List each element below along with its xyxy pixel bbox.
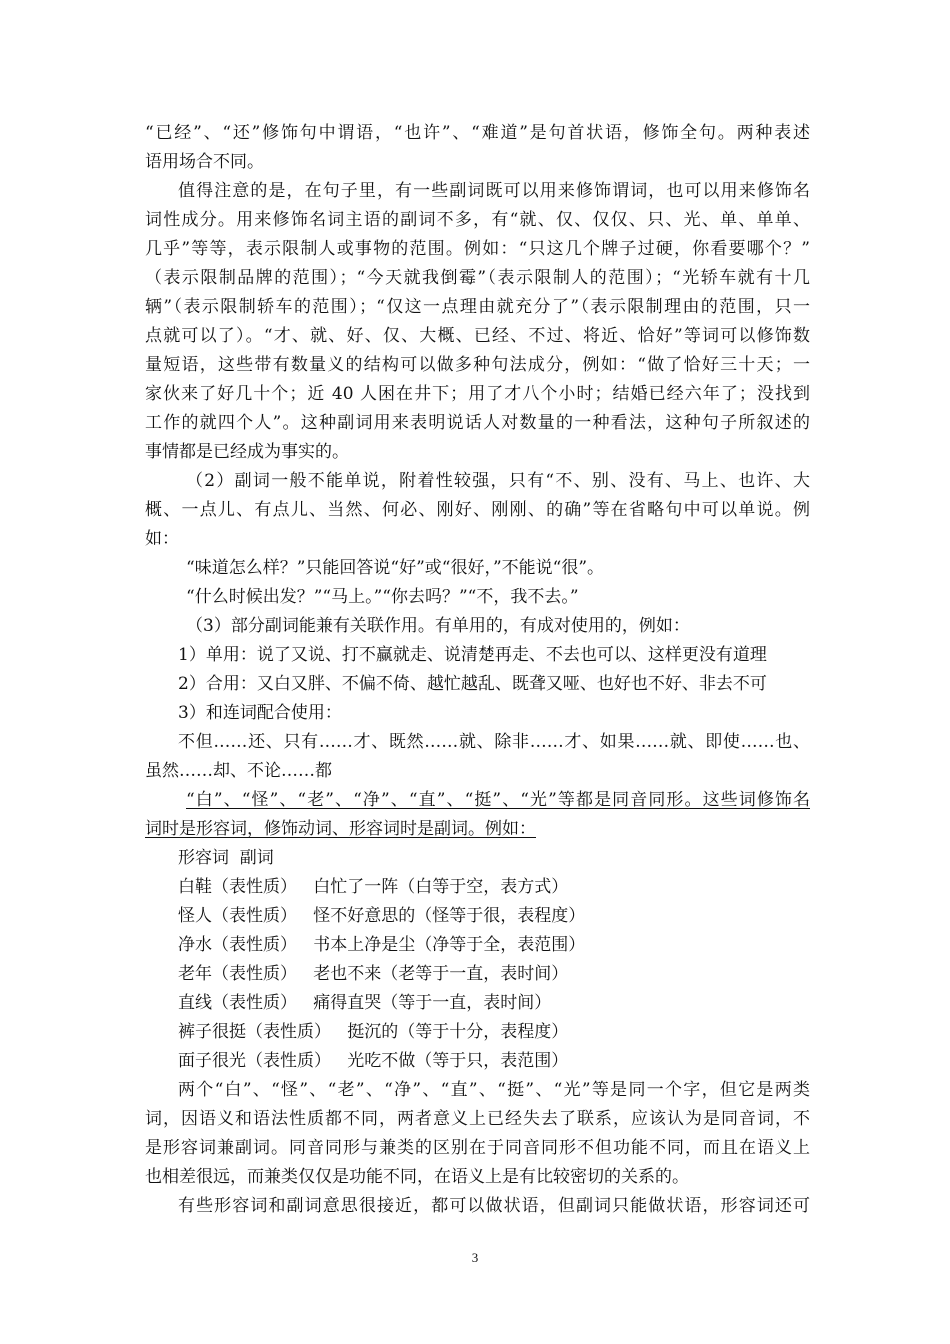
text-line: 量短语，这些带有数量义的结构可以做多种句法成分，例如：“做了恰好三十天；一 [145, 355, 810, 375]
text-line: 虽然……却、不论……都 [145, 761, 332, 781]
text-line: 是形容词兼副词。同音同形与兼类的区别在于同音同形不但功能不同，而且在语义上 [145, 1138, 810, 1158]
text-line: 几乎”等等，表示限制人或事物的范围。例如：“只这几个牌子过硬，你看要哪个？” [145, 239, 810, 259]
text-line: “已经”、“还”修饰句中谓语，“也许”、“难道”是句首状语，修饰全句。两种表述 [145, 123, 810, 143]
text-line: 也相差很远，而兼类仅仅是功能不同，在语义上是有比较密切的关系的。 [145, 1167, 689, 1187]
text-line: 语用场合不同。 [145, 152, 264, 172]
text-line: 1）单用：说了又说、打不赢就走、说清楚再走、不去也可以、这样更没有道理 [178, 645, 767, 665]
underlined-text-line: 词时是形容词，修饰动词、形容词时是副词。例如： [145, 819, 536, 839]
text-line: 工作的就四个人”。这种副词用来表明说话人对数量的一种看法，这种句子所叙述的 [145, 413, 810, 433]
underlined-text-line: “白”、“怪”、“老”、“净”、“直”、“挺”、“光”等都是同音同形。这些词修饰名 [186, 790, 810, 810]
text-line: “什么时候出发？”“马上。”“你去吗？”“不，我不去。” [186, 587, 579, 607]
text-line: “味道怎么样？”只能回答说“好”或“很好，”不能说“很”。 [186, 558, 605, 578]
example-row: 面子很光（表性质） 光吃不做（等于只，表范围） [178, 1051, 569, 1071]
text-line: 值得注意的是，在句子里，有一些副词既可以用来修饰谓词，也可以用来修饰名 [178, 181, 810, 201]
text-line: 辆”（表示限制轿车的范围）；“仅这一点理由就充分了”（表示限制理由的范围，只一 [145, 297, 810, 317]
text-line: （表示限制品牌的范围）；“今天就我倒霉”（表示限制人的范围）；“光轿车就有十几 [145, 268, 810, 288]
text-line: （2）副词一般不能单说，附着性较强，只有“不、别、没有、马上、也许、大 [186, 471, 810, 491]
text-line: 概、一点儿、有点儿、当然、何必、刚好、刚刚、的确”等在省略句中可以单说。例 [145, 500, 810, 520]
text-line: 事情都是已经成为事实的。 [145, 442, 349, 462]
table-header: 形容词 副词 [178, 848, 274, 868]
text-line: 两个“白”、“怪”、“老”、“净”、“直”、“挺”、“光”等是同一个字，但它是两类 [178, 1080, 810, 1100]
text-line: 不但……还、只有……才、既然……就、除非……才、如果……就、即使……也、 [178, 732, 810, 752]
example-row: 净水（表性质） 书本上净是尘（净等于全，表范围） [178, 935, 586, 955]
text-line: 3）和连词配合使用： [178, 703, 342, 723]
text-line: 词，因语义和语法性质都不同，两者意义上已经失去了联系，应该认为是同音词，不 [145, 1109, 810, 1129]
text-line: 词性成分。用来修饰名词主语的副词不多，有“就、仅、仅仅、只、光、单、单单、 [145, 210, 810, 230]
text-line: 如： [145, 529, 179, 549]
text-line: 点就可以了）。“才、就、好、仅、大概、已经、不过、将近、恰好”等词可以修饰数 [145, 326, 810, 346]
text-line: 家伙来了好几十个；近 40 人困在井下；用了才八个小时；结婚已经六年了；没找到 [145, 384, 810, 404]
text-line: 有些形容词和副词意思很接近，都可以做状语，但副词只能做状语，形容词还可 [178, 1196, 810, 1216]
example-row: 怪人（表性质） 怪不好意思的（怪等于很，表程度） [178, 906, 586, 926]
example-row: 白鞋（表性质） 白忙了一阵（白等于空，表方式） [178, 877, 569, 897]
text-line: 2）合用：又白又胖、不偏不倚、越忙越乱、既聋又哑、也好也不好、非去不可 [178, 674, 767, 694]
example-row: 裤子很挺（表性质） 挺沉的（等于十分，表程度） [178, 1022, 569, 1042]
example-row: 老年（表性质） 老也不来（老等于一直，表时间） [178, 964, 569, 984]
page-number: 3 [471, 1250, 479, 1265]
example-row: 直线（表性质） 痛得直哭（等于一直，表时间） [178, 993, 552, 1013]
text-line: （3）部分副词能兼有关联作用。有单用的，有成对使用的，例如： [186, 616, 690, 636]
